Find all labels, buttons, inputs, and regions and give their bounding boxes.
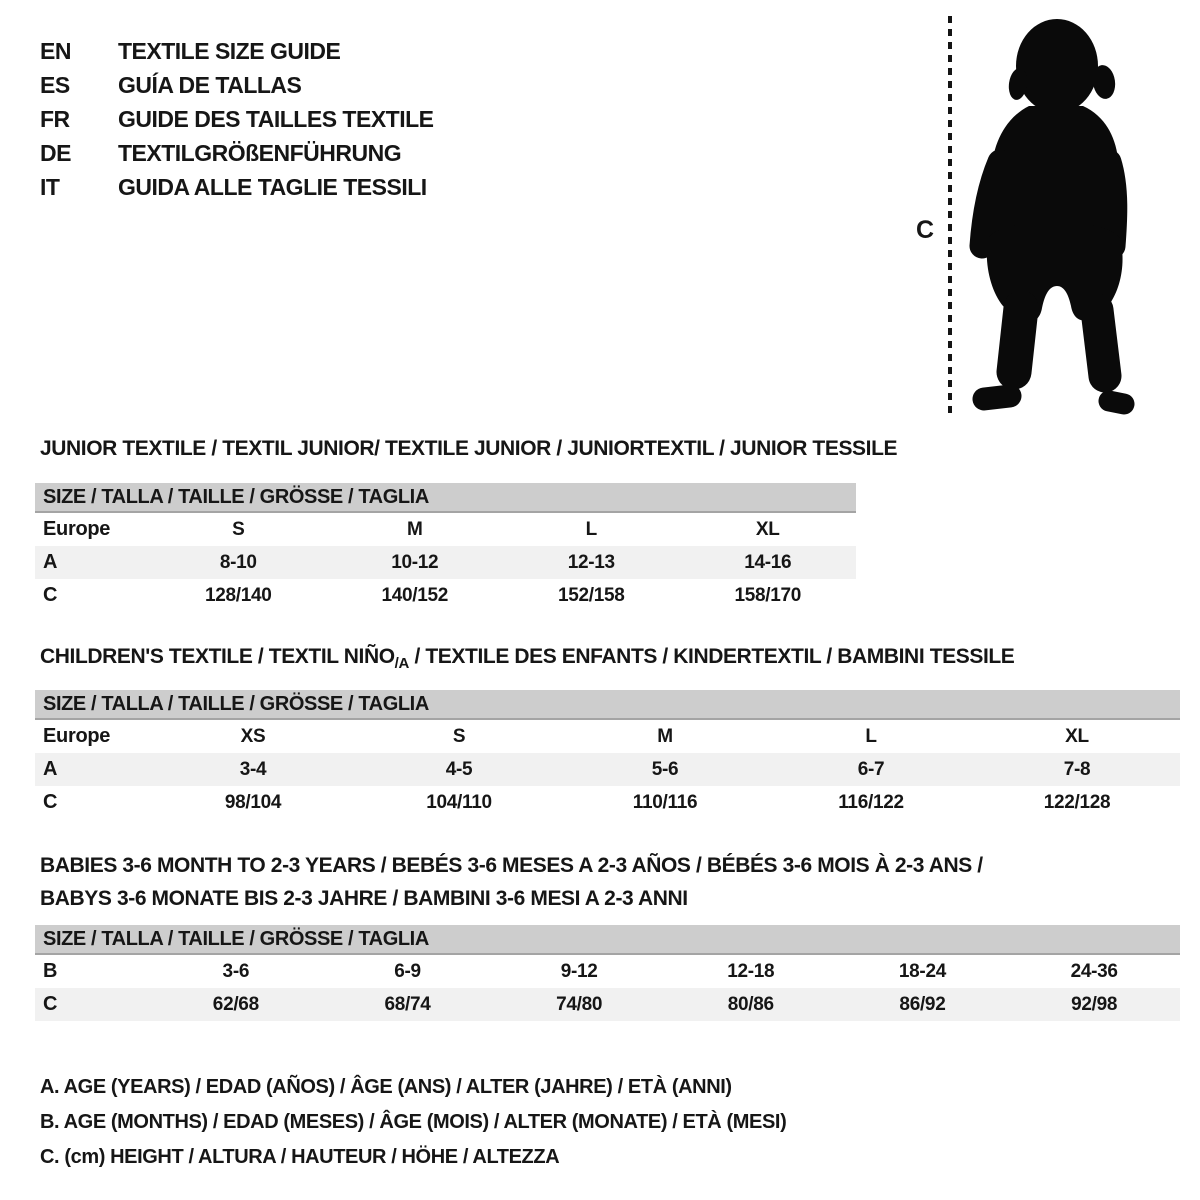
table-row-age — [35, 753, 1180, 786]
cell: 12-18 — [727, 960, 775, 982]
language-title: GUIDE DES TAILLES TEXTILE — [118, 105, 434, 132]
cell: 10-12 — [327, 546, 504, 579]
legend-line-b: B. AGE (MONTHS) / EDAD (MESES) / ÂGE (MOIS) / ALTER (MONATE) / ETÀ (MESI) — [40, 1111, 787, 1133]
cell: S — [452, 725, 466, 747]
cell: 9-12 — [560, 960, 598, 982]
title-line-2: BABYS 3-6 MONATE BIS 2-3 JAHRE / BAMBINI 3-6 MESI A 2-3 ANNI — [40, 887, 688, 910]
cell: 92/98 — [1008, 988, 1180, 1021]
cell: 152/158 — [557, 584, 625, 606]
cell: 98/104 — [224, 791, 282, 813]
language-row-it — [40, 170, 434, 204]
row-label: A — [35, 753, 150, 786]
measurement-legend — [40, 1070, 786, 1175]
cell: L — [865, 725, 877, 747]
toddler-silhouette-icon — [963, 16, 1135, 416]
cell: 3-4 — [150, 753, 356, 786]
legend-line-c: C. (cm) HEIGHT / ALTURA / HAUTEUR / HÖHE / ALTEZZA — [40, 1146, 560, 1168]
cell: 12-13 — [503, 546, 680, 579]
row-label: B — [43, 960, 58, 982]
cell: L — [585, 518, 597, 540]
cell: 122/128 — [1043, 791, 1111, 813]
table-row-europe — [35, 512, 856, 546]
cell: M — [406, 518, 423, 540]
cell: 116/122 — [838, 791, 904, 813]
cell: 4-5 — [356, 753, 562, 786]
cell: S — [232, 518, 245, 540]
table-row-age — [35, 546, 856, 579]
language-row-en — [40, 34, 434, 68]
cell: 6-9 — [394, 960, 421, 982]
cell: 80/86 — [665, 988, 837, 1021]
height-measure-dotted-line — [948, 16, 952, 418]
language-title: TEXTILE SIZE GUIDE — [118, 37, 341, 64]
cell: 74/80 — [493, 988, 665, 1021]
language-title: GUÍA DE TALLAS — [118, 71, 302, 98]
language-title: GUIDA ALLE TAGLIE TESSILI — [118, 173, 427, 200]
table-header-row — [35, 483, 856, 512]
language-code: ES — [40, 71, 70, 98]
cell: 6-7 — [768, 753, 974, 786]
cell: 8-10 — [150, 546, 327, 579]
language-list — [40, 34, 434, 204]
row-label: Europe — [43, 725, 111, 747]
row-label: C — [35, 988, 150, 1021]
language-code: FR — [40, 105, 70, 132]
size-header-bar: SIZE / TALLA / TAILLE / GRÖSSE / TAGLIA — [35, 925, 1180, 954]
table-header-row — [35, 925, 1180, 954]
language-row-fr — [40, 102, 434, 136]
cell: 18-24 — [898, 960, 946, 982]
cell: 110/116 — [632, 791, 698, 813]
table-row-height — [35, 786, 1180, 819]
size-header-bar: SIZE / TALLA / TAILLE / GRÖSSE / TAGLIA — [35, 483, 856, 512]
cell: 14-16 — [680, 546, 857, 579]
row-label: C — [43, 791, 58, 813]
junior-table-title: JUNIOR TEXTILE / TEXTIL JUNIOR/ TEXTILE JUNIOR / JUNIORTEXTIL / JUNIOR TESSILE — [40, 437, 898, 460]
cell: 86/92 — [837, 988, 1009, 1021]
title-text: CHILDREN'S TEXTILE / TEXTIL NIÑO — [40, 645, 395, 668]
language-code: DE — [40, 139, 71, 166]
title-line-1: BABIES 3-6 MONTH TO 2-3 YEARS / BEBÉS 3-6 MESES A 2-3 AÑOS / BÉBÉS 3-6 MOIS À 2-3 ANS / — [40, 854, 983, 877]
title-text: / TEXTILE DES ENFANTS / KINDERTEXTIL / BAMBINI TESSILE — [409, 645, 1015, 668]
cell: 7-8 — [974, 753, 1180, 786]
language-code: EN — [40, 37, 71, 64]
cell: XL — [1065, 725, 1089, 747]
cell: XS — [240, 725, 266, 747]
babies-table-title — [40, 849, 983, 915]
legend-line-a: A. AGE (YEARS) / EDAD (AÑOS) / ÂGE (ANS) / ALTER (JAHRE) / ETÀ (ANNI) — [40, 1076, 732, 1098]
cell: XL — [755, 518, 780, 540]
cell: 62/68 — [150, 988, 322, 1021]
cell: 140/152 — [381, 584, 449, 606]
babies-size-table — [35, 925, 1180, 1021]
table-row-height — [35, 988, 1180, 1021]
children-size-table — [35, 690, 1180, 819]
title-subscript: /A — [394, 655, 410, 672]
table-row-months — [35, 954, 1180, 988]
table-row-height — [35, 579, 856, 612]
size-header-bar: SIZE / TALLA / TAILLE / GRÖSSE / TAGLIA — [35, 690, 1180, 719]
children-table-title — [40, 645, 1014, 672]
row-label: A — [35, 546, 150, 579]
language-title: TEXTILGRÖßENFÜHRUNG — [118, 139, 402, 166]
cell: M — [657, 725, 673, 747]
row-label: Europe — [43, 518, 111, 540]
cell: 104/110 — [426, 791, 492, 813]
language-code: IT — [40, 173, 60, 200]
cell: 68/74 — [322, 988, 494, 1021]
cell: 158/170 — [734, 584, 802, 606]
height-measure-label: C — [916, 216, 935, 244]
language-row-es — [40, 68, 434, 102]
table-row-europe — [35, 719, 1180, 753]
cell: 3-6 — [222, 960, 250, 982]
cell: 128/140 — [204, 584, 272, 606]
junior-size-table — [35, 483, 856, 612]
table-header-row — [35, 690, 1180, 719]
cell: 5-6 — [562, 753, 768, 786]
cell: 24-36 — [1070, 960, 1118, 982]
row-label: C — [43, 584, 58, 606]
language-row-de — [40, 136, 434, 170]
